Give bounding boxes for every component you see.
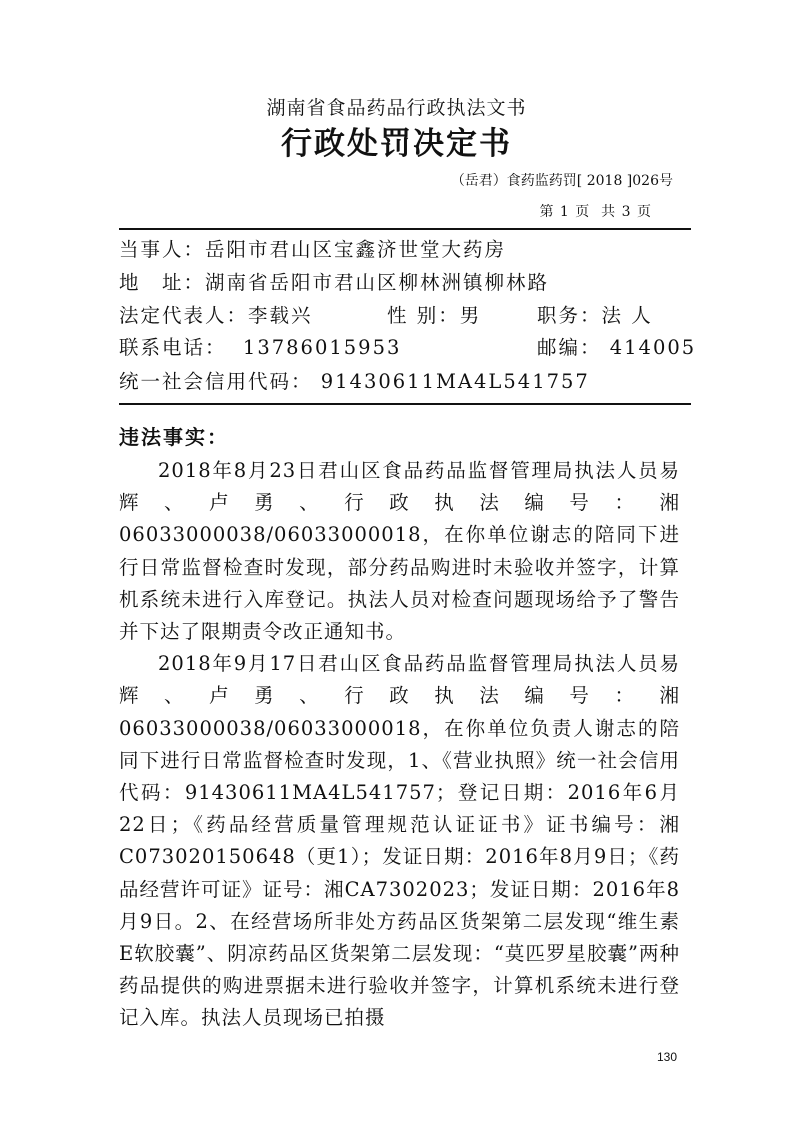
document-title: 行政处罚决定书	[281, 126, 512, 162]
phone-row	[119, 332, 401, 360]
document-subtitle: 湖南省食品药品行政执法文书	[266, 97, 527, 119]
page-unit: 页	[575, 204, 591, 220]
party-name-label: 当事人：	[119, 238, 206, 261]
legal-rep-value: 李载兴	[248, 304, 313, 327]
position-label: 职务：	[537, 304, 602, 327]
page-num: 1	[559, 204, 570, 220]
facts-heading: 违法事实：	[119, 425, 229, 449]
party-address-value: 湖南省岳阳市君山区柳林洲镇柳林路	[205, 271, 550, 294]
document-number: （岳君）食药监药罚[ 2018 ]026号	[450, 173, 673, 189]
credit-code-row	[119, 366, 590, 394]
total-unit: 页	[637, 204, 652, 220]
party-name-value: 岳阳市君山区宝鑫济世堂大药房	[205, 238, 507, 261]
position-value: 法 人	[601, 304, 653, 327]
phone-value: 13786015953	[242, 336, 402, 359]
page-label: 第	[539, 204, 555, 220]
phone-label: 联系电话：	[119, 336, 227, 359]
postcode-value: 414005	[609, 336, 697, 359]
legal-rep-row	[119, 300, 313, 328]
party-address-label: 地 址：	[119, 271, 206, 294]
postcode-field	[537, 332, 696, 360]
facts-body	[119, 455, 680, 1035]
credit-code-value: 91430611MA4L541757	[320, 370, 590, 393]
credit-code-label: 统一社会信用代码：	[119, 370, 313, 393]
bottom-divider	[119, 403, 691, 405]
position-field	[537, 300, 653, 328]
page-indicator	[539, 201, 652, 221]
facts-paragraph: 2018年9月17日君山区食品药品监督管理局执法人员易辉、卢勇、行政执法编号：湘06033000038/06033000018，在你单位负责人谢志的陪同下进行日常监督检查时发现，1、《营业执照》统一社会信用代码：91430611MA4L541757；登记日期：2016年6月22日；《药品经营质量管理规范认证证书》证书编号：湘C073020150648（更1）；发证日期：2016年8月9日；《药品经营许可证》证号：湘CA7302023；发证日期：2016年8月9日。2、在经营场所非处方药品区货架第二层发现“维生素E软胶囊”、阴凉药品区货架第二层发现：“莫匹罗星胶囊”两种药品提供的购进票据未进行验收并签字，计算机系统未进行登记入库。执法人员现场已拍摄	[119, 652, 680, 1030]
total-num: 3	[621, 204, 632, 220]
gender-field	[387, 300, 481, 328]
legal-rep-label: 法定代表人：	[119, 304, 249, 327]
gender-value: 男	[459, 304, 482, 327]
total-label: 共	[601, 204, 617, 220]
footer-page-number: 130	[656, 1050, 677, 1064]
postcode-label: 邮编：	[537, 336, 602, 359]
gender-label: 性 别：	[387, 304, 460, 327]
top-divider	[119, 228, 691, 230]
party-name-row	[119, 234, 506, 262]
party-address-row	[119, 267, 549, 295]
facts-paragraph: 2018年8月23日君山区食品药品监督管理局执法人员易辉、卢勇、行政执法编号：湘06033000038/06033000018，在你单位谢志的陪同下进行日常监督检查时发现，部分药品购进时未验收并签字，计算机系统未进行入库登记。执法人员对检查问题现场给予了警告并下达了限期责令改正通知书。	[119, 459, 680, 644]
